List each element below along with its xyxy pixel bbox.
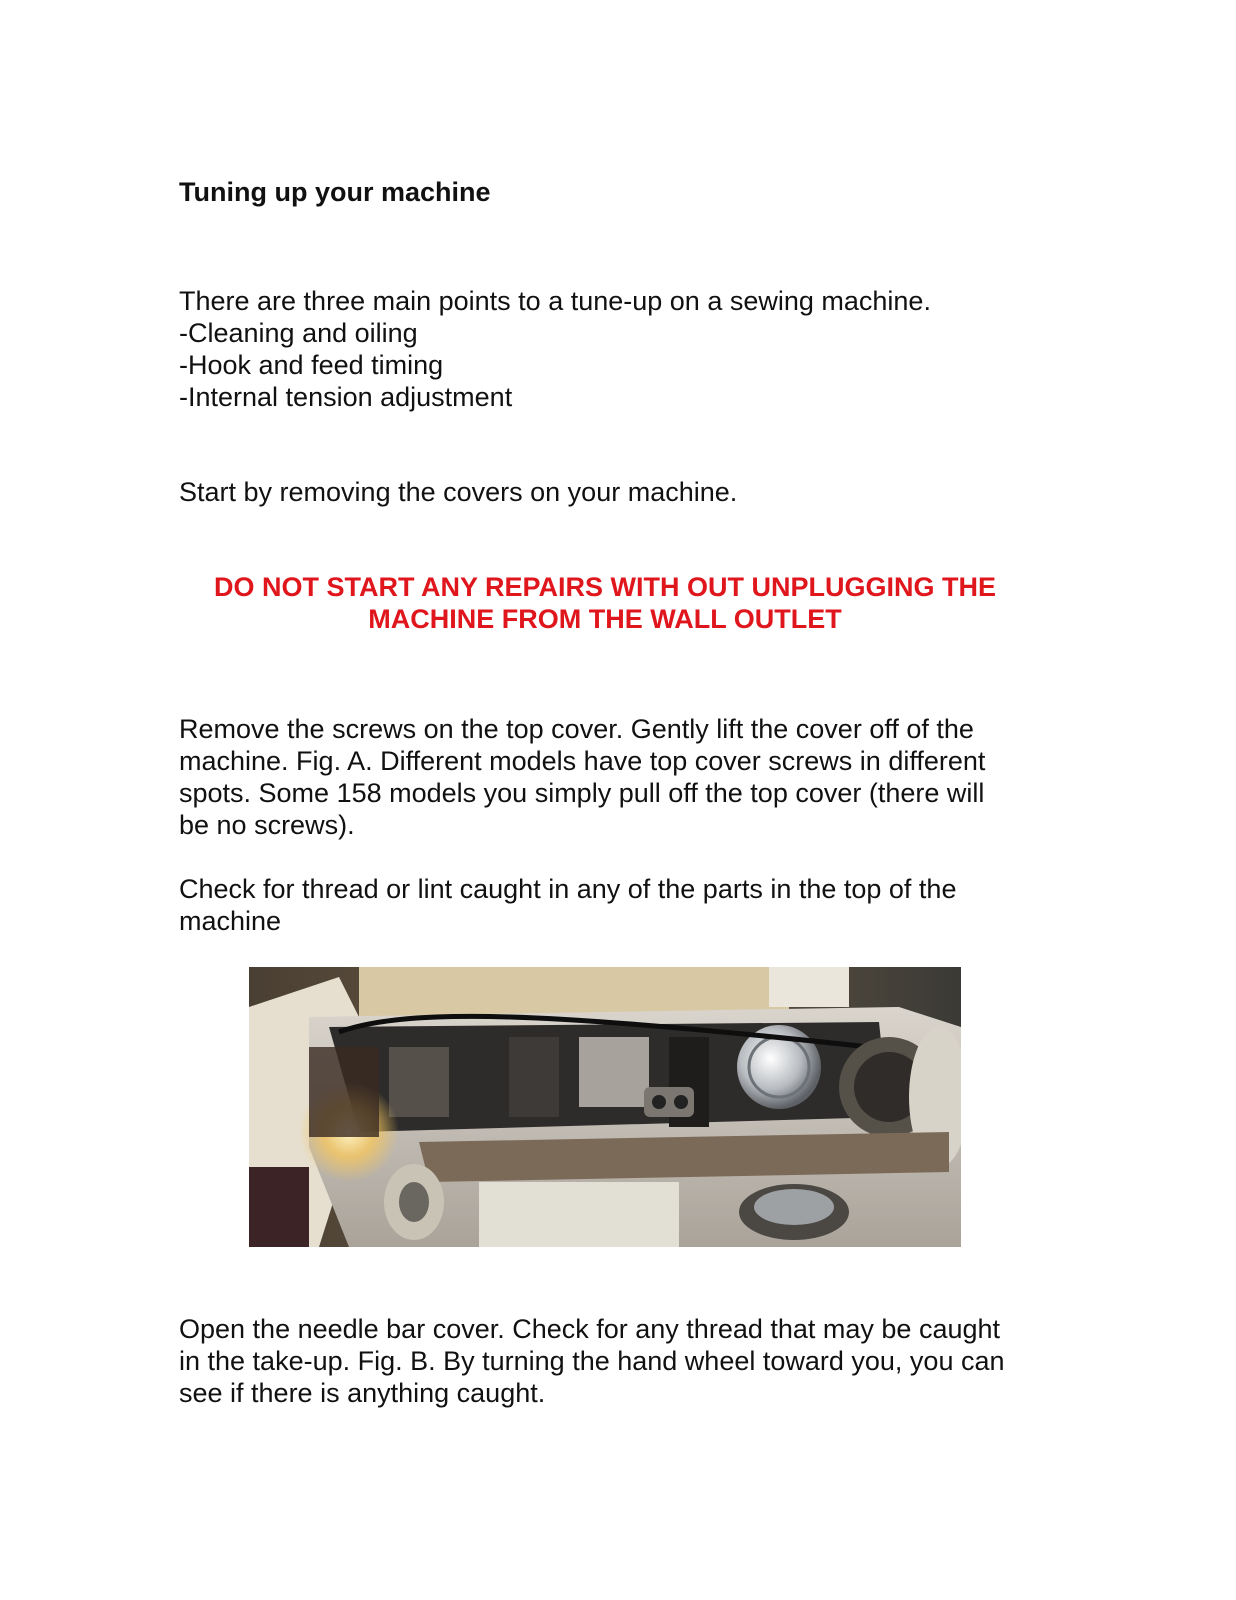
paragraph-line: machine: [179, 906, 282, 936]
paragraph-line: in the take-up. Fig. B. By turning the hand wheel toward you, you can: [179, 1346, 1005, 1376]
needle-bar-paragraph: [179, 1313, 1005, 1409]
intro-paragraph: [179, 285, 931, 413]
paragraph-line: Check for thread or lint caught in any of the parts in the top of the: [179, 874, 957, 904]
top-cover-paragraph: [179, 713, 985, 841]
paragraph-line: be no screws).: [179, 810, 355, 840]
warning-line: DO NOT START ANY REPAIRS WITH OUT UNPLUGGING THE: [214, 572, 996, 602]
warning-notice: [150, 571, 1060, 635]
paragraph-line: machine. Fig. A. Different models have top cover screws in different: [179, 746, 986, 776]
warning-line: MACHINE FROM THE WALL OUTLET: [368, 604, 842, 634]
paragraph-line: spots. Some 158 models you simply pull off the top cover (there will: [179, 778, 985, 808]
intro-line: There are three main points to a tune-up on a sewing machine.: [179, 286, 931, 316]
check-lint-paragraph: [179, 873, 956, 937]
start-paragraph: Start by removing the covers on your machine.: [179, 477, 738, 507]
intro-list-item: -Hook and feed timing: [179, 350, 444, 380]
intro-list-item: -Cleaning and oiling: [179, 318, 418, 348]
intro-list-item: -Internal tension adjustment: [179, 382, 513, 412]
paragraph-line: Remove the screws on the top cover. Gently lift the cover off of the: [179, 714, 974, 744]
paragraph-line: see if there is anything caught.: [179, 1378, 546, 1408]
paragraph-line: Open the needle bar cover. Check for any thread that may be caught: [179, 1314, 1001, 1344]
sewing-machine-photo: [249, 967, 961, 1247]
document-title: Tuning up your machine: [179, 177, 491, 207]
